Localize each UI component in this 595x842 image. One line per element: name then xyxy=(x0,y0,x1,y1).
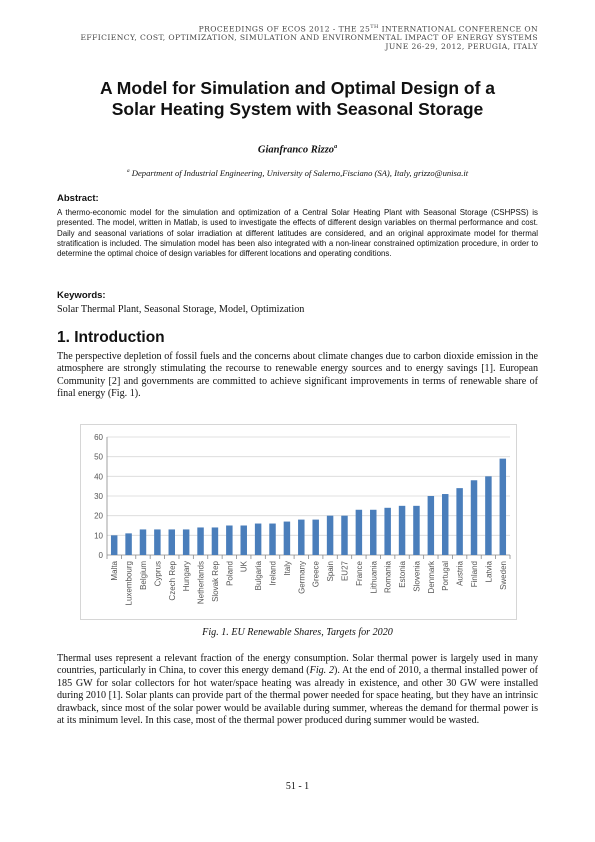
bar-luxembourg xyxy=(125,533,131,555)
x-tick-label: Bulgaria xyxy=(254,561,264,591)
x-tick-label: Poland xyxy=(225,561,235,586)
affiliation xyxy=(57,168,538,178)
bar-malta xyxy=(111,535,117,555)
bar-romania xyxy=(384,508,390,555)
bar-italy xyxy=(284,522,290,555)
x-tick-label: Greece xyxy=(311,561,321,588)
x-tick-label: Ireland xyxy=(268,561,278,586)
bar-portugal xyxy=(442,494,448,555)
x-tick-label: Slovak Rep xyxy=(210,561,220,602)
x-tick-label: Denmark xyxy=(426,561,436,594)
header-line1-text-end: INTERNATIONAL CONFERENCE ON xyxy=(378,24,538,34)
x-tick-label: Finland xyxy=(470,561,480,588)
y-tick-label: 0 xyxy=(98,551,103,560)
x-tick-label: Spain xyxy=(326,561,336,582)
x-tick-label: UK xyxy=(239,561,249,573)
x-tick-label: Germany xyxy=(297,561,307,594)
x-tick-label: Slovenia xyxy=(412,561,422,592)
title-line-2: Solar Heating System with Seasonal Storage xyxy=(111,99,484,119)
x-tick-label: Sweden xyxy=(498,561,508,590)
introduction-paragraph-2 xyxy=(57,653,538,727)
bar-spain xyxy=(327,516,333,555)
x-tick-label: Portugal xyxy=(441,561,451,591)
bar-cyprus xyxy=(154,529,160,555)
header-line1-text: PROCEEDINGS OF ECOS 2012 - THE 25 xyxy=(198,24,371,34)
affiliation-text: Department of Industrial Engineering, University of Salerno,Fisciano (SA), Italy, grizzo@unisa.it xyxy=(129,168,469,178)
bar-france xyxy=(356,510,362,555)
bar-greece xyxy=(312,520,318,555)
x-tick-label: Lithuania xyxy=(369,561,379,594)
x-tick-label: Czech Rep xyxy=(167,561,177,601)
paper-title xyxy=(57,78,538,120)
bar-finland xyxy=(471,480,477,555)
keywords-heading: Keywords: xyxy=(57,290,106,301)
y-tick-label: 60 xyxy=(94,433,103,442)
x-tick-label: France xyxy=(354,561,364,586)
x-tick-label: Hungary xyxy=(182,561,192,592)
bar-ireland xyxy=(269,524,275,555)
x-tick-label: Austria xyxy=(455,561,465,586)
figure-2-reference: Fig. 2 xyxy=(309,665,334,677)
y-tick-label: 10 xyxy=(94,531,103,541)
x-tick-label: Cyprus xyxy=(153,561,163,587)
bar-netherlands xyxy=(197,527,203,555)
author xyxy=(57,144,538,156)
x-tick-label: Belgium xyxy=(138,561,148,590)
bar-poland xyxy=(226,526,232,556)
paragraph-2-text-continued: ). At the end of 2010, a thermal installed power of 185 GW for solar collectors for hot water/space heating was already in existence, and other 30 GW were installed during 2010 [1]. Solar plants can provide part of the thermal power needed for space heating, but they have an intrinsic drawback, since most of the solar power would be available during summer, whereas the demand for thermal power is at its minimum level. In this case, most of the thermal power produced during summer would be wasted. xyxy=(57,665,539,727)
introduction-paragraph-1: The perspective depletion of fossil fuels and the concerns about climate changes due to carbon dioxide emission in the atmosphere are strongly stimulating the recourse to renewable energy sources and to energy savings [1]. European Community [2] and governments are committed to achieve significant improvements in terms of renewable share of final energy (Fig. 1). xyxy=(57,351,538,400)
y-tick-label: 40 xyxy=(94,472,103,482)
bar-belgium xyxy=(140,529,146,555)
bar-slovak-rep xyxy=(212,527,218,555)
affiliation-superscript: a xyxy=(126,168,130,175)
bar-bulgaria xyxy=(255,524,261,555)
bar-latvia xyxy=(485,476,491,555)
x-tick-label: Romania xyxy=(383,561,393,594)
x-tick-label: EU27 xyxy=(340,561,350,582)
proceedings-header-line2: EFFICIENCY, COST, OPTIMIZATION, SIMULATION AND ENVIRONMENTAL IMPACT OF ENERGY SYSTEMS xyxy=(80,33,538,42)
chart-svg xyxy=(81,425,516,619)
bar-denmark xyxy=(428,496,434,555)
paragraph-2-text: Thermal uses represent a relevant fraction of the energy consumption. Solar thermal power is largely used in many countries, particularly in China, to cover this energy demand ( xyxy=(57,653,538,677)
bar-slovenia xyxy=(413,506,419,555)
y-tick-label: 30 xyxy=(94,492,103,501)
renewable-shares-chart xyxy=(80,424,517,620)
x-tick-label: Luxembourg xyxy=(124,561,134,606)
bar-lithuania xyxy=(370,510,376,555)
x-tick-label: Malta xyxy=(110,561,120,581)
bar-sweden xyxy=(500,459,506,555)
bar-austria xyxy=(456,488,462,555)
bar-uk xyxy=(240,526,246,556)
y-tick-label: 20 xyxy=(94,511,103,521)
y-tick-label: 50 xyxy=(94,452,103,462)
introduction-heading: 1. Introduction xyxy=(57,329,165,346)
x-tick-label: Latvia xyxy=(484,561,494,583)
bar-estonia xyxy=(399,506,405,555)
figure-1-caption: Fig. 1. EU Renewable Shares, Targets for 2020 xyxy=(202,627,393,638)
abstract-text: A thermo-economic model for the simulation and optimization of a Central Solar Heating Plant with Seasonal Storage (CSHPSS) is presented. The model, written in Matlab, is used to investigate the effects of different design variables on thermal performance and cost. Daily and seasonal variations of solar irradiation at different latitudes are considered, and an original approximate model for thermal stratification is included. The simulation model has been also integrated with a non-linear constrained optimization procedure, in order to determine the optimal choice of design variables for different locations and operating conditions. xyxy=(57,208,538,259)
bar-czech-rep xyxy=(169,529,175,555)
bar-hungary xyxy=(183,529,189,555)
bar-germany xyxy=(298,520,304,555)
header-line1-superscript: TH xyxy=(370,24,379,30)
x-tick-label: Estonia xyxy=(398,561,408,588)
x-tick-label: Italy xyxy=(282,561,292,576)
title-line-1: A Model for Simulation and Optimal Design of a xyxy=(99,78,496,98)
author-name: Gianfranco Rizzo xyxy=(257,144,335,156)
bar-eu27 xyxy=(341,516,347,555)
author-superscript: a xyxy=(334,144,338,150)
x-tick-label: Netherlands xyxy=(196,561,206,605)
abstract-heading: Abstract: xyxy=(57,193,99,204)
keywords-text: Solar Thermal Plant, Seasonal Storage, Model, Optimization xyxy=(57,304,305,315)
page-number: 51 - 1 xyxy=(285,781,310,792)
proceedings-header-line3: JUNE 26-29, 2012, PERUGIA, ITALY xyxy=(385,42,538,51)
